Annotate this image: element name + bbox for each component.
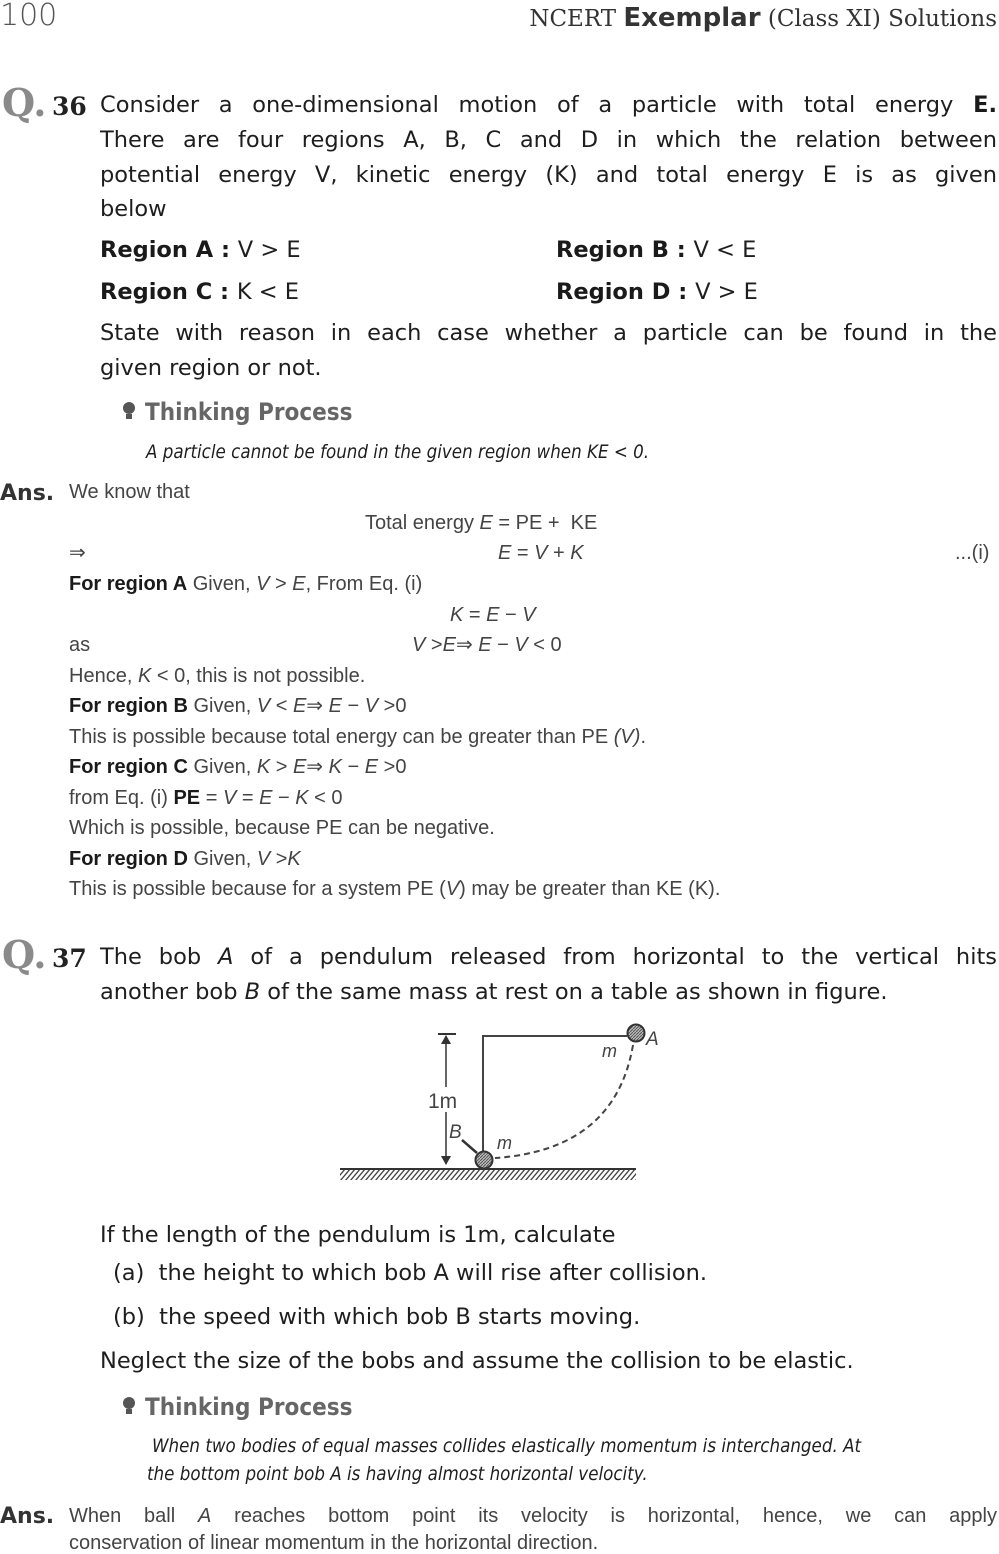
- text-segment: E: [486, 604, 500, 626]
- text-segment: Region C :: [100, 279, 237, 305]
- text-segment: given region or not.: [100, 355, 322, 381]
- mass-a-label: m: [602, 1041, 617, 1061]
- text-segment: ) may be greater than KE (K).: [459, 878, 721, 900]
- text-line: [69, 666, 365, 686]
- header-bold: Exemplar: [623, 3, 761, 33]
- text-segment: as: [69, 634, 91, 656]
- text-segment: E: [328, 695, 342, 717]
- text-line: [113, 1262, 707, 1285]
- text-segment: K < E: [236, 279, 300, 305]
- header-post: (Class XI) Solutions: [760, 6, 997, 32]
- text-segment: V: [522, 604, 536, 626]
- text-line: [69, 818, 495, 838]
- bob-a: [628, 1025, 645, 1042]
- text-segment: Consider a one-dimensional motion of a particle with total energy: [100, 92, 974, 118]
- text-segment: = PE + KE: [492, 512, 598, 534]
- mass-b-label: m: [497, 1133, 512, 1153]
- text-segment: Given,: [187, 848, 257, 870]
- text-segment: and: [501, 127, 581, 153]
- text-segment: >: [269, 573, 293, 595]
- text-segment: E: [292, 573, 306, 595]
- text-segment: =: [200, 787, 223, 809]
- text-segment: Region D :: [556, 279, 696, 305]
- text-segment: below: [100, 196, 167, 222]
- text-segment: The bob: [100, 944, 219, 970]
- text-segment: , From Eq. (i): [305, 573, 423, 595]
- text-line: [69, 696, 406, 716]
- text-segment: ⇒: [455, 634, 479, 656]
- text-segment: V < E: [693, 237, 757, 263]
- text-segment: −: [272, 787, 296, 809]
- text-segment: V: [514, 634, 528, 656]
- text-segment: V: [314, 162, 331, 188]
- text-segment: Total energy: [365, 512, 480, 534]
- text-segment: For region D: [69, 848, 188, 870]
- text-segment: For region A: [69, 573, 188, 595]
- text-line: [100, 1350, 854, 1373]
- text-segment: K: [287, 848, 301, 870]
- text-line: [955, 543, 989, 563]
- text-segment: ⇒: [306, 756, 329, 778]
- text-segment: K: [554, 162, 569, 188]
- text-line: [69, 574, 422, 594]
- text-segment: >: [270, 756, 293, 778]
- text-line: [100, 239, 301, 262]
- text-line: [69, 879, 720, 899]
- text-segment: of the same mass at rest on a table as shown in figure.: [260, 979, 888, 1005]
- text-segment: Which is possible, because PE can be negative.: [69, 817, 495, 839]
- thinking-process-text: When two bodies of equal masses collides elastically momentum is interchanged. At: [152, 1435, 862, 1457]
- text-segment: V: [222, 787, 237, 809]
- text-segment: E: [822, 162, 837, 188]
- text-segment: V: [256, 695, 271, 717]
- text-segment: another bob: [100, 979, 245, 1005]
- text-segment: < 0: [308, 787, 343, 809]
- text-line: [100, 981, 888, 1004]
- text-line: [69, 757, 406, 777]
- text-segment: D: [580, 127, 599, 153]
- text-segment: This is possible because total energy can be greater than PE: [69, 726, 614, 748]
- text-segment: reaches bottom point its velocity is horizontal, hence, we can apply: [211, 1505, 997, 1527]
- text-segment: of a pendulum released from horizontal to the vertical hits: [233, 944, 997, 970]
- answer-label: Ans.: [0, 1504, 55, 1529]
- text-line: [556, 281, 758, 304]
- text-segment: E: [498, 542, 512, 564]
- text-line: [100, 129, 997, 152]
- text-line: [100, 322, 997, 345]
- text-line: [69, 482, 190, 502]
- text-segment: < 0: [527, 634, 562, 656]
- text-line: [450, 605, 536, 625]
- text-segment: V: [364, 695, 379, 717]
- text-segment: K: [256, 756, 271, 778]
- text-segment: (V): [613, 726, 641, 748]
- text-segment: ) and total energy: [568, 162, 823, 188]
- text-line: [69, 849, 301, 869]
- text-segment: E: [292, 756, 307, 778]
- text-line: [69, 788, 342, 808]
- thinking-process-text: A particle cannot be found in the given region when KE < 0.: [146, 441, 650, 463]
- text-segment: V: [256, 573, 270, 595]
- text-segment: E: [292, 695, 307, 717]
- text-segment: K: [137, 665, 152, 687]
- text-segment: −: [499, 604, 523, 626]
- swing-path: [495, 1045, 633, 1158]
- thinking-process-title: Thinking Process: [145, 1393, 353, 1421]
- text-segment: Region A :: [100, 237, 238, 263]
- bob-b: [476, 1152, 493, 1169]
- text-segment: potential energy: [100, 162, 315, 188]
- text-segment: K: [328, 756, 342, 778]
- text-segment: If the length of the pendulum is 1m, calculate: [100, 1222, 616, 1248]
- text-segment: V: [445, 878, 460, 900]
- question-number: 36: [52, 92, 87, 121]
- ground: [340, 1169, 636, 1180]
- text-line: [100, 281, 299, 304]
- text-segment: E: [479, 512, 493, 534]
- text-segment: E.: [973, 92, 997, 118]
- text-segment: .: [640, 726, 646, 748]
- text-segment: V > E: [237, 237, 301, 263]
- text-segment: V: [412, 634, 426, 656]
- text-segment: K: [570, 542, 584, 564]
- text-line: [69, 543, 86, 563]
- text-segment: For region C: [69, 756, 188, 778]
- text-line: [556, 239, 756, 262]
- question-number: 37: [52, 944, 87, 973]
- text-segment: < 0, this is not possible.: [151, 665, 366, 687]
- question-label: Q.: [2, 80, 47, 125]
- thinking-process-text: the bottom point bob A is having almost horizontal velocity.: [147, 1463, 648, 1485]
- text-segment: (a) the height to which bob A will rise after collision.: [113, 1260, 708, 1286]
- text-segment: (b) the speed with which bob B starts moving.: [113, 1304, 641, 1330]
- text-segment: Given,: [187, 573, 257, 595]
- text-line: [69, 727, 646, 747]
- text-segment: Region B :: [556, 237, 694, 263]
- text-segment: We know that: [69, 481, 190, 503]
- bob-b-label: B: [449, 1122, 462, 1143]
- text-line: [412, 635, 562, 655]
- text-segment: Given,: [187, 756, 257, 778]
- text-segment: conservation of linear momentum in the horizontal direction.: [69, 1532, 599, 1554]
- text-segment: Hence,: [69, 665, 138, 687]
- text-segment: State with reason in each case whether a particle can be found in the: [100, 320, 997, 346]
- text-segment: PE: [173, 787, 201, 809]
- text-line: [69, 1506, 997, 1526]
- text-segment: B: [244, 979, 261, 1005]
- text-segment: −: [491, 634, 515, 656]
- length-label: 1m: [428, 1090, 458, 1113]
- page-number: 100: [0, 0, 58, 33]
- text-segment: A: [218, 944, 234, 970]
- text-segment: +: [547, 542, 571, 564]
- text-line: [69, 635, 90, 655]
- text-segment: K: [295, 787, 309, 809]
- answer-label: Ans.: [0, 481, 55, 506]
- text-line: [100, 198, 167, 221]
- text-segment: For region B: [69, 695, 188, 717]
- text-segment: V > E: [695, 279, 758, 305]
- text-line: [100, 164, 997, 187]
- text-segment: E: [478, 634, 492, 656]
- text-segment: =: [463, 604, 487, 626]
- text-segment: E: [442, 634, 456, 656]
- text-segment: in which the relation between: [598, 127, 997, 153]
- text-segment: >: [270, 848, 288, 870]
- text-line: [498, 543, 584, 563]
- text-line: [365, 513, 597, 533]
- text-line: [100, 946, 997, 969]
- text-segment: E: [364, 756, 379, 778]
- text-segment: <: [270, 695, 293, 717]
- text-segment: , kinetic energy (: [330, 162, 555, 188]
- text-segment: is as given: [836, 162, 997, 188]
- text-line: [113, 1306, 640, 1329]
- text-segment: from Eq. (i): [69, 787, 174, 809]
- text-segment: Neglect the size of the bobs and assume the collision to be elastic.: [100, 1348, 854, 1374]
- text-segment: V: [534, 542, 548, 564]
- text-segment: >0: [378, 695, 407, 717]
- text-segment: ⇒: [306, 695, 329, 717]
- text-segment: K: [450, 604, 464, 626]
- text-segment: A, B, C: [403, 127, 502, 153]
- text-segment: ⇒: [69, 542, 86, 564]
- question-label: Q.: [2, 932, 47, 977]
- text-segment: >: [425, 634, 443, 656]
- text-line: [100, 94, 997, 117]
- text-segment: A: [198, 1505, 212, 1527]
- text-line: [100, 357, 322, 380]
- text-segment: =: [511, 542, 535, 564]
- text-segment: There are four regions: [100, 127, 404, 153]
- text-segment: V: [256, 848, 271, 870]
- text-segment: >0: [378, 756, 407, 778]
- bob-a-label: A: [646, 1029, 659, 1050]
- text-segment: When ball: [69, 1505, 198, 1527]
- thinking-process-title: Thinking Process: [145, 398, 353, 426]
- text-segment: =: [236, 787, 260, 809]
- text-segment: E: [259, 787, 273, 809]
- text-line: [100, 1224, 616, 1247]
- lightbulb-icon: [123, 1397, 135, 1409]
- text-segment: −: [341, 695, 365, 717]
- text-segment: Given,: [187, 695, 257, 717]
- text-segment: ...(i): [955, 542, 990, 564]
- text-segment: This is possible because for a system PE (: [69, 878, 446, 900]
- text-line: [69, 1533, 598, 1553]
- header-pre: NCERT: [529, 6, 624, 32]
- text-segment: −: [341, 756, 365, 778]
